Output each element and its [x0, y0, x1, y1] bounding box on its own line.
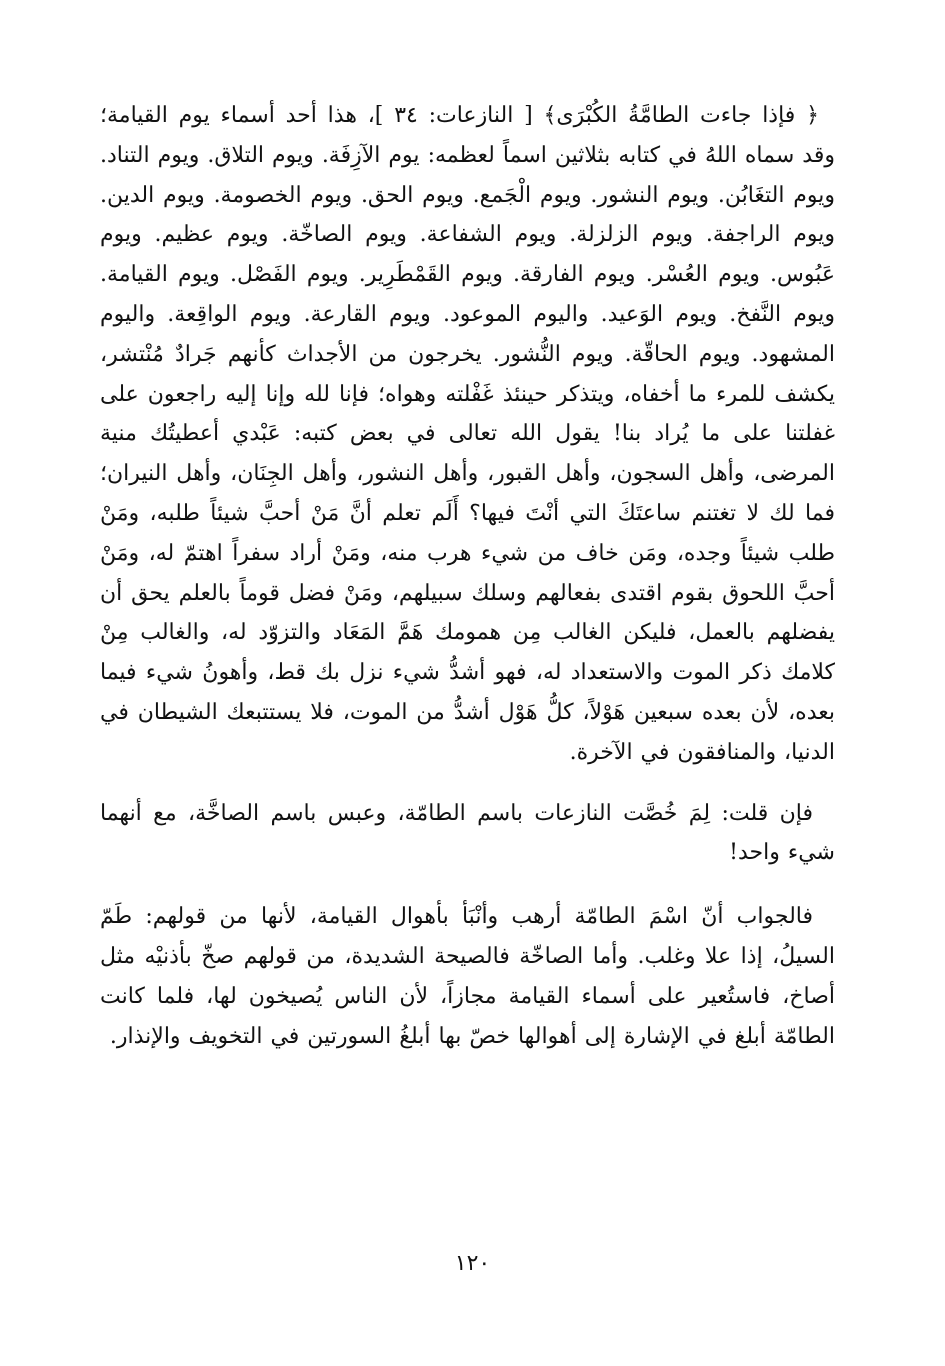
page-number: ١٢٠ [454, 1251, 491, 1276]
paragraph-1: ﴿ فإذا جاءت الطامَّةُ الكُبْرَى﴾ [ النازعات: ٣٤ ]، هذا أحد أسماء يوم القيامة؛ وقد سماه اللهُ في كتابه بثلاثين اسماً لعظمه: يوم الآزِفَة. ويوم التلاق. ويوم التناد. ويوم التغَابُن. ويوم النشور. ويوم الْجَمع. ويوم الحق. ويوم الخصومة. ويوم الدين. ويوم الراجفة. ويوم الزلزلة. ويوم الشفاعة. ويوم الصاخّة. ويوم عظيم. ويوم عَبُوس. ويوم العُسْر. ويوم الفارقة. ويوم القَمْطَرِير. ويوم الفَصْل. ويوم القيامة. ويوم النَّفخ. ويوم الوَعيد. واليوم الموعود. ويوم القارعة. ويوم الواقِعة. واليوم المشهود. ويوم الحاقّة. ويوم النُّشور. يخرجون من الأجداث كأنهم جَرادٌ مُنْتشر، يكشف للمرء ما أخفاه، ويتذكر حينئذ غَفْلته وهواه؛ فإنا لله وإنا إليه راجعون على غفلتنا على ما يُراد بنا! يقول الله تعالى في بعض كتبه: عَبْدي أعطيتُك منية المرضى، وأهل السجون، وأهل القبور، وأهل النشور، وأهل الجِنَان، وأهل النيران؛ فما لك لا تغتنم ساعتَكَ التي أنْتَ فيها؟ أَلَم تعلم أنَّ مَنْ أحبَّ شيئاً طلبه، ومَنْ طلب شيئاً وجده، ومَن خاف من شيء هرب منه، ومَنْ أراد سفراً اهتمّ له، ومَنْ أحبَّ اللحوق بقوم اقتدى بفعالهم وسلك سبيلهم، ومَنْ فضل قوماً بالعلم يحق أن يفضلهم بالعمل، فليكن الغالب مِن همومك هَمَّ المَعَاد والتزوّد له، والغالب مِنْ كلامك ذكر الموت والاستعداد له، فهو أشدُّ شيء نزل بك قط، وأهونُ شيء فيما بعده، لأن بعده سبعين هَوْلاً، كلُّ هَوْل أشدُّ من الموت، فلا يستتبعك الشيطان في الدنيا، والمنافقون في الآخرة. [100, 103, 836, 765]
paragraph-3: فالجواب أنّ اسْمَ الطامّة أرهب وأنْبَأ بأهوال القيامة، لأنها من قولهم: طَمّ السيلُ، إذا علا وغلب. وأما الصاخّة فالصيحة الشديدة، من قولهم صخّ بأذنيْه مثل أصاخ، فاستُعير على أسماء القيامة مجازاً، لأن الناس يُصيخون لها، فلما كانت الطامّة أبلغ في الإشارة إلى أهوالها خصّ بها أبلغُ السورتين في التخويف والإنذار. [100, 904, 835, 1049]
page-body [100, 96, 835, 1056]
paragraph-2: فإن قلت: لِمَ خُصَّت النازعات باسم الطامّة، وعبس باسم الصاخَّة، مع أنهما شيء واحد! [100, 800, 835, 866]
